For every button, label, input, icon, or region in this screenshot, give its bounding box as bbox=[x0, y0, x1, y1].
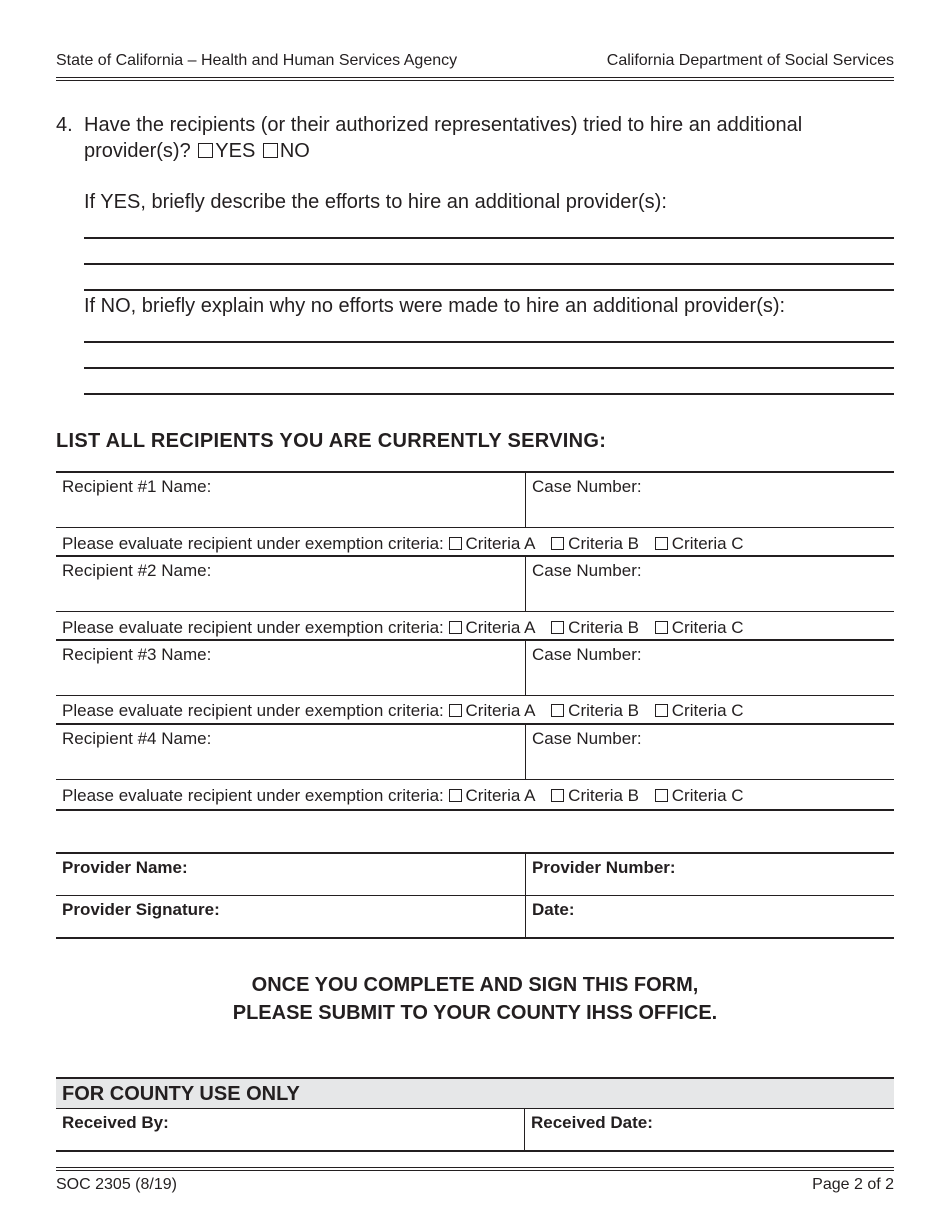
recipient-name-field[interactable]: Recipient #2 Name: bbox=[62, 561, 212, 580]
criteria-c-label: Criteria C bbox=[671, 618, 744, 637]
yes-answer-line[interactable] bbox=[84, 263, 894, 265]
no-answer-line[interactable] bbox=[84, 367, 894, 369]
date-field[interactable]: Date: bbox=[532, 900, 575, 919]
received-by-field[interactable]: Received By: bbox=[62, 1113, 169, 1132]
criteria-a-label: Criteria A bbox=[465, 701, 536, 720]
if-yes-prompt: If YES, briefly describe the efforts to hire an additional provider(s): bbox=[84, 191, 667, 213]
criteria-c-checkbox[interactable] bbox=[655, 537, 668, 550]
footer-divider bbox=[56, 1167, 894, 1168]
form-number: SOC 2305 (8/19) bbox=[56, 1176, 177, 1193]
page-header bbox=[56, 52, 894, 72]
criteria-a-label: Criteria A bbox=[465, 534, 536, 553]
submit-notice-line1: ONCE YOU COMPLETE AND SIGN THIS FORM, bbox=[251, 974, 699, 996]
question-text: Have the recipients (or their authorized representatives) tried to hire an additional provider(s)? bbox=[84, 114, 803, 162]
criteria-row bbox=[62, 786, 744, 806]
yes-answer-line[interactable] bbox=[84, 237, 894, 239]
yes-checkbox[interactable] bbox=[198, 143, 213, 158]
criteria-row bbox=[62, 534, 744, 554]
department-name: California Department of Social Services bbox=[606, 52, 894, 69]
no-answer-line[interactable] bbox=[84, 393, 894, 395]
case-number-field[interactable]: Case Number: bbox=[532, 729, 642, 748]
criteria-prompt: Please evaluate recipient under exemption criteria: bbox=[62, 786, 444, 805]
agency-name: State of California – Health and Human Services Agency bbox=[56, 52, 458, 69]
header-divider bbox=[56, 77, 894, 78]
criteria-b-label: Criteria B bbox=[568, 618, 640, 637]
recipient-name-field[interactable]: Recipient #3 Name: bbox=[62, 645, 212, 664]
criteria-b-label: Criteria B bbox=[568, 534, 640, 553]
no-answer-line[interactable] bbox=[84, 341, 894, 343]
county-use-header bbox=[56, 1077, 894, 1109]
question-number: 4. bbox=[56, 114, 73, 136]
case-number-field[interactable]: Case Number: bbox=[532, 645, 642, 664]
recipient-name-field[interactable]: Recipient #1 Name: bbox=[62, 477, 212, 496]
criteria-a-label: Criteria A bbox=[465, 786, 536, 805]
criteria-prompt: Please evaluate recipient under exemption criteria: bbox=[62, 534, 444, 553]
criteria-b-label: Criteria B bbox=[568, 701, 640, 720]
county-use-title: FOR COUNTY USE ONLY bbox=[62, 1083, 300, 1105]
criteria-c-label: Criteria C bbox=[671, 534, 744, 553]
criteria-c-checkbox[interactable] bbox=[655, 789, 668, 802]
recipients-section-title: LIST ALL RECIPIENTS YOU ARE CURRENTLY SERVING: bbox=[56, 430, 607, 452]
provider-signature-field[interactable]: Provider Signature: bbox=[62, 900, 220, 919]
recipient-name-field[interactable]: Recipient #4 Name: bbox=[62, 729, 212, 748]
criteria-a-checkbox[interactable] bbox=[449, 704, 462, 717]
submit-notice-line2: PLEASE SUBMIT TO YOUR COUNTY IHSS OFFICE. bbox=[232, 1002, 718, 1024]
no-checkbox[interactable] bbox=[263, 143, 278, 158]
criteria-c-label: Criteria C bbox=[671, 786, 744, 805]
criteria-a-checkbox[interactable] bbox=[449, 537, 462, 550]
criteria-a-label: Criteria A bbox=[465, 618, 536, 637]
provider-name-field[interactable]: Provider Name: bbox=[62, 858, 188, 877]
page-number: Page 2 of 2 bbox=[812, 1176, 894, 1193]
criteria-row bbox=[62, 701, 744, 721]
case-number-field[interactable]: Case Number: bbox=[532, 477, 642, 496]
case-number-field[interactable]: Case Number: bbox=[532, 561, 642, 580]
provider-number-field[interactable]: Provider Number: bbox=[532, 858, 676, 877]
received-date-field[interactable]: Received Date: bbox=[531, 1113, 653, 1132]
criteria-b-checkbox[interactable] bbox=[551, 704, 564, 717]
criteria-prompt: Please evaluate recipient under exemption criteria: bbox=[62, 701, 444, 720]
yes-label: YES bbox=[215, 140, 256, 162]
header-divider bbox=[56, 80, 894, 81]
criteria-b-checkbox[interactable] bbox=[551, 537, 564, 550]
criteria-c-label: Criteria C bbox=[671, 701, 744, 720]
yes-answer-line[interactable] bbox=[84, 289, 894, 291]
criteria-b-checkbox[interactable] bbox=[551, 789, 564, 802]
criteria-a-checkbox[interactable] bbox=[449, 789, 462, 802]
criteria-prompt: Please evaluate recipient under exemption criteria: bbox=[62, 618, 444, 637]
criteria-c-checkbox[interactable] bbox=[655, 621, 668, 634]
if-no-prompt: If NO, briefly explain why no efforts were made to hire an additional provider(s): bbox=[84, 295, 786, 317]
footer-divider bbox=[56, 1170, 894, 1171]
criteria-a-checkbox[interactable] bbox=[449, 621, 462, 634]
criteria-b-label: Criteria B bbox=[568, 786, 640, 805]
criteria-c-checkbox[interactable] bbox=[655, 704, 668, 717]
criteria-row bbox=[62, 618, 744, 638]
criteria-b-checkbox[interactable] bbox=[551, 621, 564, 634]
no-label: NO bbox=[279, 140, 310, 162]
